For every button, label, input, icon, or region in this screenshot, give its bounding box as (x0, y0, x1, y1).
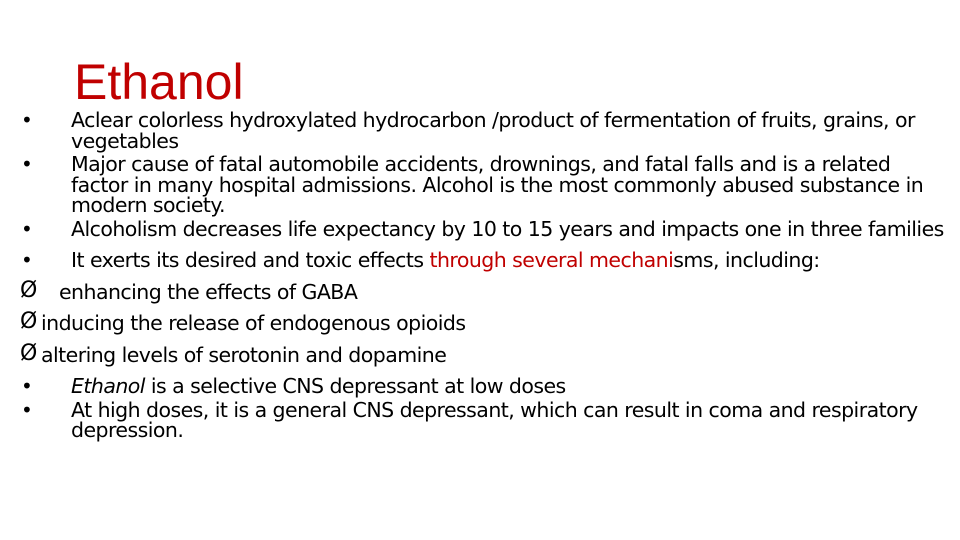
list-item-text: is a selective CNS depressant at low doses (144, 374, 566, 398)
list-item (20, 154, 945, 216)
list-item (20, 277, 945, 304)
list-item (20, 376, 945, 397)
list-item (20, 250, 945, 271)
slide-title: Ethanol (74, 54, 244, 110)
list-item-text: altering levels of serotonin and dopamine (41, 342, 447, 367)
bullet-icon: • (21, 216, 33, 241)
list-item-text: Major cause of fatal automobile accidents, drownings, and fatal falls and is a related factor in many hospital admissions. Alcohol is the most commonly abused substance in modern society. (71, 152, 924, 217)
list-item-text: enhancing the effects of GABA (59, 279, 358, 304)
bullet-icon: • (21, 248, 33, 272)
list-item-text: At high doses, it is a general CNS depressant, which can result in coma and respiratory depression. (71, 397, 918, 442)
list-item-text: It exerts its desired and toxic effects (71, 248, 430, 272)
list-item (20, 216, 945, 241)
list-item-text: Alcoholism decreases life expectancy by 10 to 15 years and impacts one in three families (71, 216, 944, 241)
list-item (20, 340, 945, 367)
list-item (20, 397, 945, 442)
bullet-icon: • (21, 397, 33, 422)
list-item (20, 110, 945, 151)
highlighted-text: through several mechani (429, 248, 674, 272)
list-item (20, 309, 945, 335)
arrow-bullet-icon: Ø (20, 340, 37, 366)
arrow-bullet-icon: Ø (20, 309, 37, 334)
bullet-list (20, 110, 945, 441)
bullet-icon: • (21, 374, 33, 398)
list-item-text: inducing the release of endogenous opioids (41, 311, 466, 335)
list-item-text: Aclear colorless hydroxylated hydrocarbon /product of fermentation of fruits, grains, or vegetables (71, 108, 915, 153)
bullet-icon: • (21, 108, 33, 132)
arrow-bullet-icon: Ø (20, 277, 37, 303)
bullet-icon: • (21, 152, 33, 176)
italic-term: Ethanol (71, 374, 145, 398)
list-item-text: sms, including: (673, 248, 820, 272)
